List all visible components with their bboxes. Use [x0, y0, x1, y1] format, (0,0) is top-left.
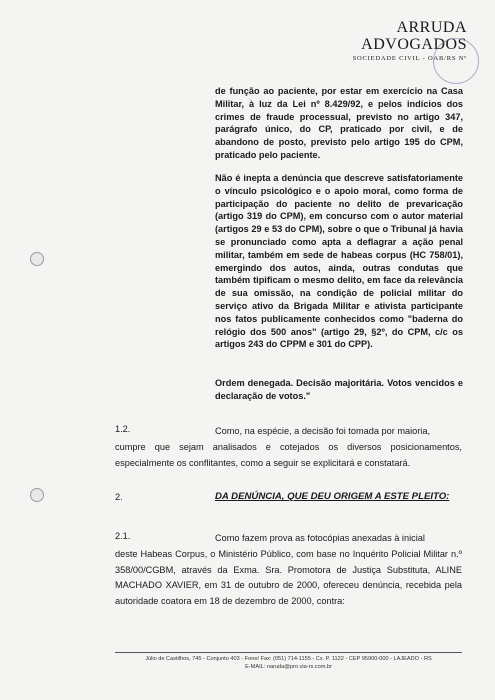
section-2-1-text: deste Habeas Corpus, o Ministério Público, com base no Inquérito Policial Militar n.º 358/00/CGBM, através da Exma. Sra. Promotora de Justiça Substituta, ALINE MACHADO XAVIER, em 31 de outubro de 2000, ofereceu denúncia, recebida pela autoridade coatora em 18 de dezembro de 2000, contra: [115, 549, 462, 606]
section-2-1-first-line: Como fazem prova as fotocópias anexadas à inicial [215, 533, 425, 543]
logo-subtitle: SOCIEDADE CIVIL - OAB/RS Nº [352, 55, 467, 62]
section-1-2-text: cumpre que sejam analisados e cotejados os diversos posicionamentos, especialmente os conflitantes, como a seguir se explicitará e constatará. [115, 442, 462, 468]
quote-text-2: Não é inepta a denúncia que descreve satisfatoriamente o vínculo psicológico e o apoio moral, como forma de participação do paciente no delito de prevaricação (artigo 319 do CPM), em concurso com o autor material (artigos 29 e 53 do CPM), sobre o que o Tribunal já havia se pronunciado como apta a deflagrar a ação penal militar, também em sede de habeas corpus (HC 758/01), emergindo dos autos, ainda, outras condutas que também tipificam o mesmo delito, em face da relevância de sua omissão, na condição de policial militar do serviço ativo da Brigada Militar e ativista participante nos fatos publicamente conhecidos como "baderna do relógio dos 500 anos" (artigo 29, §2º, do CPM, c/c os artigos 243 do CPPM e 301 do CPP). [215, 173, 463, 350]
logo-line-1: ARRUDA [396, 19, 467, 36]
logo-line-2: ADVOGADOS [361, 36, 467, 53]
quote-paragraph-1 [215, 85, 463, 162]
punch-hole-bottom [30, 488, 44, 502]
section-1-2-first-line: Como, na espécie, a decisão foi tomada por maioria, [215, 426, 431, 436]
footer [115, 655, 462, 671]
footer-email: E-MAIL: naruda@pro.via-rs.com.br [245, 664, 332, 670]
punch-hole-top [30, 252, 44, 266]
stamp-seal [433, 38, 479, 84]
footer-address: Júlio de Castilhos, 745 - Conjunto 403 - Fone/ Fax: (051) 714-1155 - Cx. P. 1122 - CEP 95900-000 - LAJEADO - RS [145, 656, 432, 662]
section-2-heading: DA DENÚNCIA, QUE DEU ORIGEM A ESTE PLEITO: [215, 491, 450, 502]
quote-text-1: de função ao paciente, por estar em exercício na Casa Militar, à luz da Lei nº 8.429/92, e pelos indícios dos crimes de fraude processual, previsto no artigo 347, parágrafo único, do CP, praticado por civil, e de abandono de posto, previsto pelo artigo 195 do CPM, praticado pelo paciente. [215, 86, 463, 160]
quote-paragraph-2 [215, 172, 463, 351]
section-number-2: 2. [115, 492, 123, 502]
footer-divider [115, 652, 462, 653]
quote-paragraph-3 [215, 377, 463, 403]
section-number-1-2: 1.2. [115, 424, 131, 434]
section-number-2-1: 2.1. [115, 531, 131, 541]
quote-text-3: Ordem denegada. Decisão majoritária. Votos vencidos e declaração de votos." [215, 378, 463, 401]
